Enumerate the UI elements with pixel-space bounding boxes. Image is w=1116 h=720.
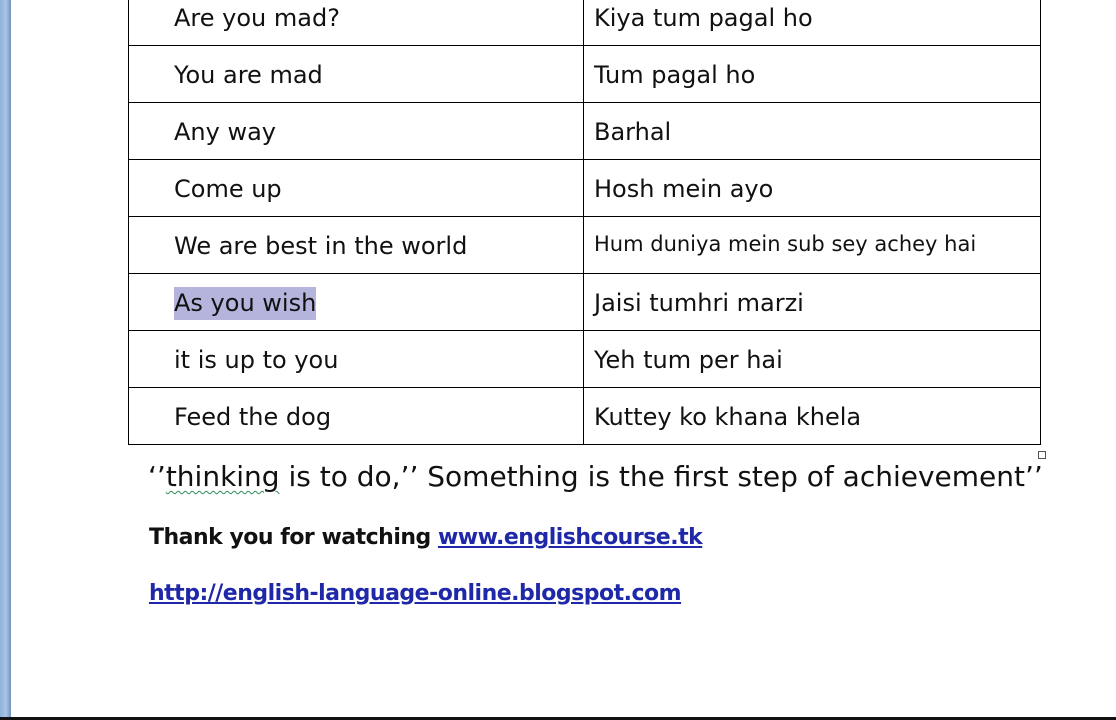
quote-paragraph[interactable] [148, 460, 1043, 493]
quote-open-marks: ‘’ [148, 460, 166, 493]
phrase-table [128, 0, 1041, 445]
urdu-cell[interactable] [584, 388, 1041, 445]
urdu-phrase: Kuttey ko khana khela [594, 403, 862, 431]
english-cell[interactable] [129, 388, 584, 445]
table-row [129, 103, 1041, 160]
english-phrase: We are best in the world [174, 232, 468, 260]
english-phrase: Are you mad? [174, 4, 340, 32]
english-cell[interactable] [129, 103, 584, 160]
english-phrase: You are mad [174, 61, 323, 89]
spellcheck-word: thinking [165, 460, 280, 493]
english-cell[interactable] [129, 0, 584, 46]
urdu-phrase: Yeh tum per hai [594, 346, 783, 374]
table-row [129, 46, 1041, 103]
english-cell[interactable] [129, 274, 584, 331]
english-phrase: Come up [174, 175, 282, 203]
urdu-cell[interactable] [584, 331, 1041, 388]
blog-link[interactable]: http://english-language-online.blogspot.com [149, 581, 682, 606]
table-row [129, 160, 1041, 217]
thanks-line [149, 525, 702, 550]
english-cell[interactable] [129, 217, 584, 274]
english-cell[interactable] [129, 160, 584, 217]
table-resize-handle[interactable] [1038, 451, 1046, 459]
urdu-phrase: Jaisi tumhri marzi [594, 289, 804, 317]
window-left-border [0, 0, 11, 720]
urdu-phrase: Kiya tum pagal ho [594, 4, 813, 32]
urdu-cell[interactable] [584, 103, 1041, 160]
urdu-cell[interactable] [584, 160, 1041, 217]
table-row [129, 331, 1041, 388]
urdu-phrase: Hosh mein ayo [594, 175, 774, 203]
urdu-cell[interactable] [584, 0, 1041, 46]
english-cell[interactable] [129, 331, 584, 388]
quote-rest: is to do,’’ Something is the first step of achievement’’ [279, 460, 1043, 493]
table-row [129, 274, 1041, 331]
urdu-phrase: Barhal [594, 118, 672, 146]
urdu-phrase: Tum pagal ho [594, 61, 756, 89]
urdu-cell[interactable] [584, 217, 1041, 274]
urdu-cell[interactable] [584, 274, 1041, 331]
english-phrase: it is up to you [174, 346, 339, 374]
urdu-phrase: Hum duniya mein sub sey achey hai [594, 232, 977, 256]
english-phrase: Feed the dog [174, 403, 332, 431]
table-row [129, 217, 1041, 274]
thanks-text: Thank you for watching [149, 525, 438, 550]
english-phrase: Any way [174, 118, 276, 146]
urdu-cell[interactable] [584, 46, 1041, 103]
site-link[interactable]: www.englishcourse.tk [437, 525, 703, 550]
table-row [129, 0, 1041, 46]
selected-english-phrase: As you wish [174, 287, 316, 320]
table-row [129, 388, 1041, 445]
english-cell[interactable] [129, 46, 584, 103]
